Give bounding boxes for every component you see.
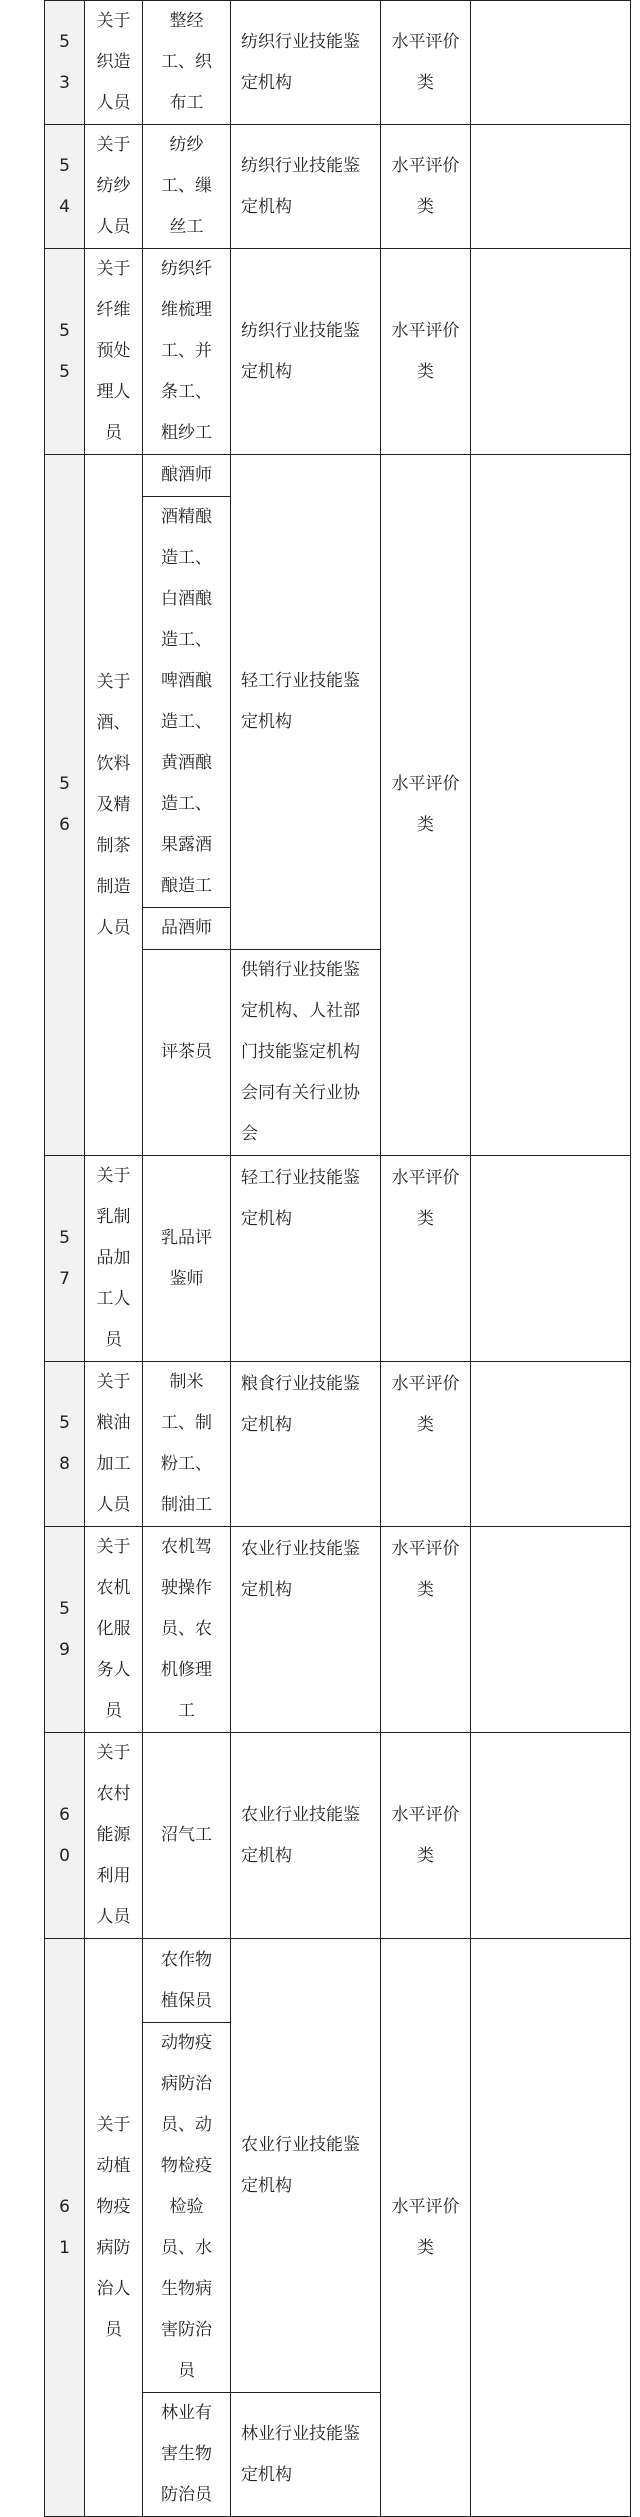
job-cell: 品酒师 [143,908,231,950]
category-cell: 关于乳制品加工人员 [85,1156,143,1362]
table-row [45,125,631,249]
row-number: 53 [45,1,85,125]
occupation-table [44,0,631,2517]
job-cell: 纺纱工、缫丝工 [143,125,231,249]
job-cell: 制米工、制粉工、制油工 [143,1362,231,1527]
org-cell: 供销行业技能鉴定机构、人社部门技能鉴定机构会同有关行业协会 [231,950,381,1156]
job-cell: 评茶员 [143,950,231,1156]
org-cell: 轻工行业技能鉴定机构 [231,1156,381,1362]
org-cell: 林业行业技能鉴定机构 [231,2393,381,2517]
job-cell: 林业有害生物防治员 [143,2393,231,2517]
category-cell: 关于酒、饮料及精制茶制造人员 [85,455,143,1156]
org-cell: 农业行业技能鉴定机构 [231,1733,381,1939]
row-number: 59 [45,1527,85,1733]
row-number: 56 [45,455,85,1156]
org-cell: 轻工行业技能鉴定机构 [231,455,381,950]
category-cell: 关于织造人员 [85,1,143,125]
empty-cell [471,249,631,455]
empty-cell [471,1156,631,1362]
table-row [45,1362,631,1527]
table-row [45,249,631,455]
category-cell: 关于纤维预处理人员 [85,249,143,455]
empty-cell [471,455,631,1156]
empty-cell [471,125,631,249]
job-cell: 农作物植保员 [143,1939,231,2023]
left-margin [0,0,44,1775]
row-number: 61 [45,1939,85,2517]
row-number: 58 [45,1362,85,1527]
table-row [45,1,631,125]
row-number: 55 [45,249,85,455]
org-cell: 农业行业技能鉴定机构 [231,1939,381,2393]
category-cell: 关于农机化服务人员 [85,1527,143,1733]
type-cell: 水平评价类 [381,1527,471,1733]
org-cell: 农业行业技能鉴定机构 [231,1527,381,1733]
empty-cell [471,1362,631,1527]
category-cell: 关于粮油加工人员 [85,1362,143,1527]
table-row [45,1939,631,2023]
table-row [45,455,631,497]
category-cell: 关于农村能源利用人员 [85,1733,143,1939]
job-cell: 纺织纤维梳理工、并条工、粗纱工 [143,249,231,455]
job-cell: 农机驾驶操作员、农机修理工 [143,1527,231,1733]
type-cell: 水平评价类 [381,1362,471,1527]
type-cell: 水平评价类 [381,1939,471,2517]
table-row [45,1527,631,1733]
table-row [45,1733,631,1939]
org-cell: 纺织行业技能鉴定机构 [231,1,381,125]
job-cell: 乳品评鉴师 [143,1156,231,1362]
table-row [45,1156,631,1362]
job-cell: 沼气工 [143,1733,231,1939]
job-cell: 酿酒师 [143,455,231,497]
category-cell: 关于纺纱人员 [85,125,143,249]
job-cell: 酒精酿造工、白酒酿造工、啤酒酿造工、黄酒酿造工、果露酒酿造工 [143,497,231,908]
row-number: 60 [45,1733,85,1939]
type-cell: 水平评价类 [381,249,471,455]
row-number: 57 [45,1156,85,1362]
empty-cell [471,1,631,125]
org-cell: 纺织行业技能鉴定机构 [231,249,381,455]
job-cell: 整经工、织布工 [143,1,231,125]
empty-cell [471,1733,631,1939]
empty-cell [471,1939,631,2517]
job-cell: 动物疫病防治员、动物检疫检验员、水生物病害防治员 [143,2023,231,2393]
category-cell: 关于动植物疫病防治人员 [85,1939,143,2517]
empty-cell [471,1527,631,1733]
org-cell: 纺织行业技能鉴定机构 [231,125,381,249]
type-cell: 水平评价类 [381,1733,471,1939]
type-cell: 水平评价类 [381,125,471,249]
type-cell: 水平评价类 [381,1,471,125]
type-cell: 水平评价类 [381,1156,471,1362]
row-number: 54 [45,125,85,249]
org-cell: 粮食行业技能鉴定机构 [231,1362,381,1527]
type-cell: 水平评价类 [381,455,471,1156]
